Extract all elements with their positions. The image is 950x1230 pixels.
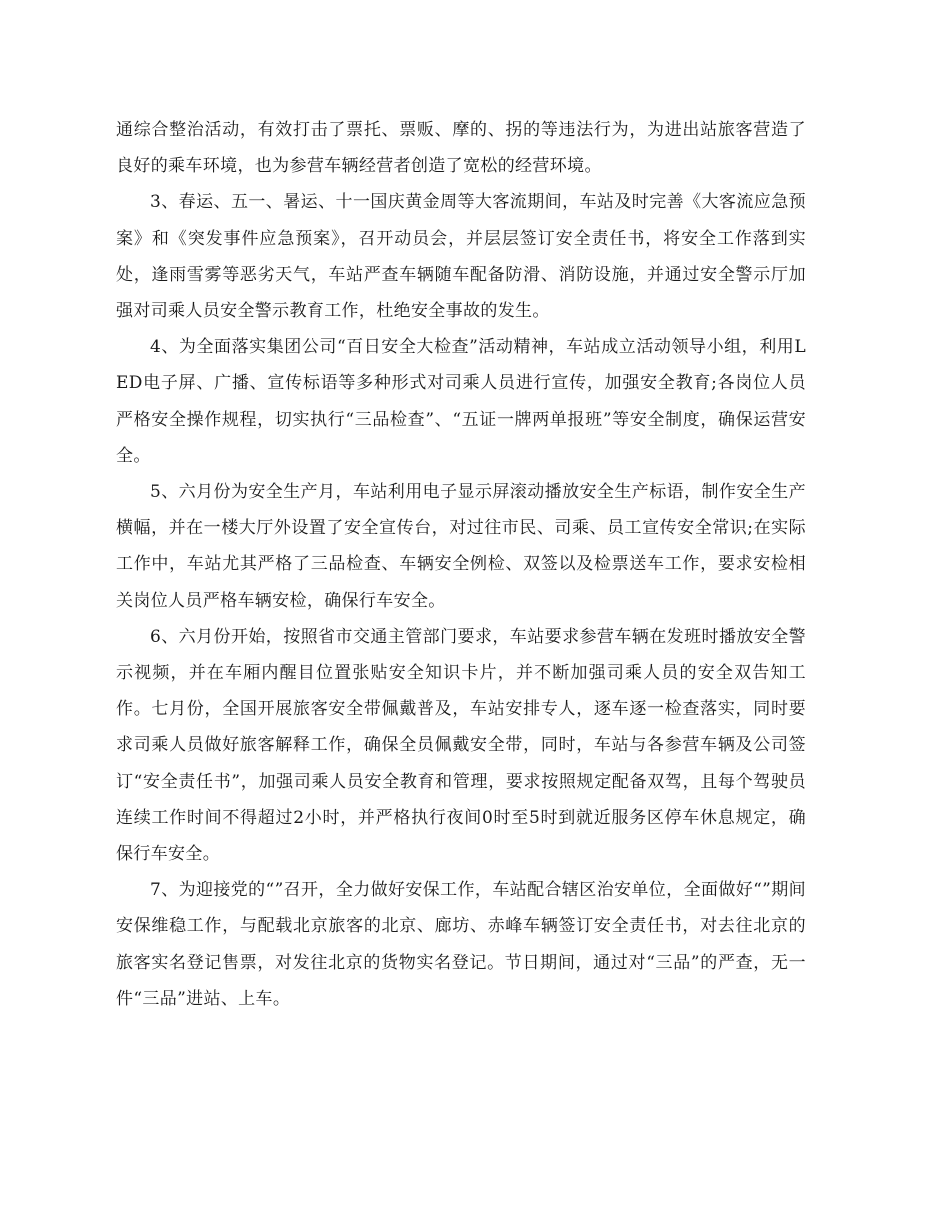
paragraph-item-3: 3、春运、五一、暑运、十一国庆黄金周等大客流期间，车站及时完善《大客流应急预案》和《突发事件应急预案》，召开动员会，并层层签订安全责任书，将安全工作落到实处，逢雨雪雾等恶劣天气，车站严查车辆随车配备防滑、消防设施，并通过安全警示厅加强对司乘人员安全警示教育工作，杜绝安全事故的发生。 (116, 192, 806, 322)
paragraph-continuation: 通综合整治活动，有效打击了票托、票贩、摩的、拐的等违法行为，为进出站旅客营造了良好的乘车环境，也为参营车辆经营者创造了宽松的经营环境。 (116, 120, 806, 177)
paragraph-item-7: 7、为迎接党的“”召开，全力做好安保工作，车站配合辖区治安单位，全面做好“”期间安保维稳工作，与配载北京旅客的北京、廊坊、赤峰车辆签订安全责任书，对去往北京的旅客实名登记售票，对发往北京的货物实名登记。节日期间，通过对“三品”的严查，无一件“三品”进站、上车。 (116, 880, 806, 1009)
document-page (116, 112, 806, 1017)
paragraph-item-4: 4、为全面落实集团公司“百日安全大检查”活动精神，车站成立活动领导小组，利用LED电子屏、广播、宣传标语等多种形式对司乘人员进行宣传，加强安全教育;各岗位人员严格安全操作规程，切实执行“三品检查”、“五证一牌两单报班”等安全制度，确保运营安全。 (116, 337, 806, 466)
paragraph-item-6: 6、六月份开始，按照省市交通主管部门要求，车站要求参营车辆在发班时播放安全警示视频，并在车厢内醒目位置张贴安全知识卡片，并不断加强司乘人员的安全双告知工作。七月份，全国开展旅客安全带佩戴普及，车站安排专人，逐车逐一检查落实，同时要求司乘人员做好旅客解释工作，确保全员佩戴安全带，同时，车站与各参营车辆及公司签订“安全责任书”，加强司乘人员安全教育和管理，要求按照规定配备双驾，且每个驾驶员连续工作时间不得超过2小时，并严格执行夜间0时至5时到就近服务区停车休息规定，确保行车安全。 (116, 626, 806, 865)
paragraph-item-5: 5、六月份为安全生产月，车站利用电子显示屏滚动播放安全生产标语，制作安全生产横幅，并在一楼大厅外设置了安全宣传台，对过往市民、司乘、员工宣传安全常识;在实际工作中，车站尤其严格了三品检查、车辆安全例检、双签以及检票送车工作，要求安检相关岗位人员严格车辆安检，确保行车安全。 (116, 482, 806, 611)
